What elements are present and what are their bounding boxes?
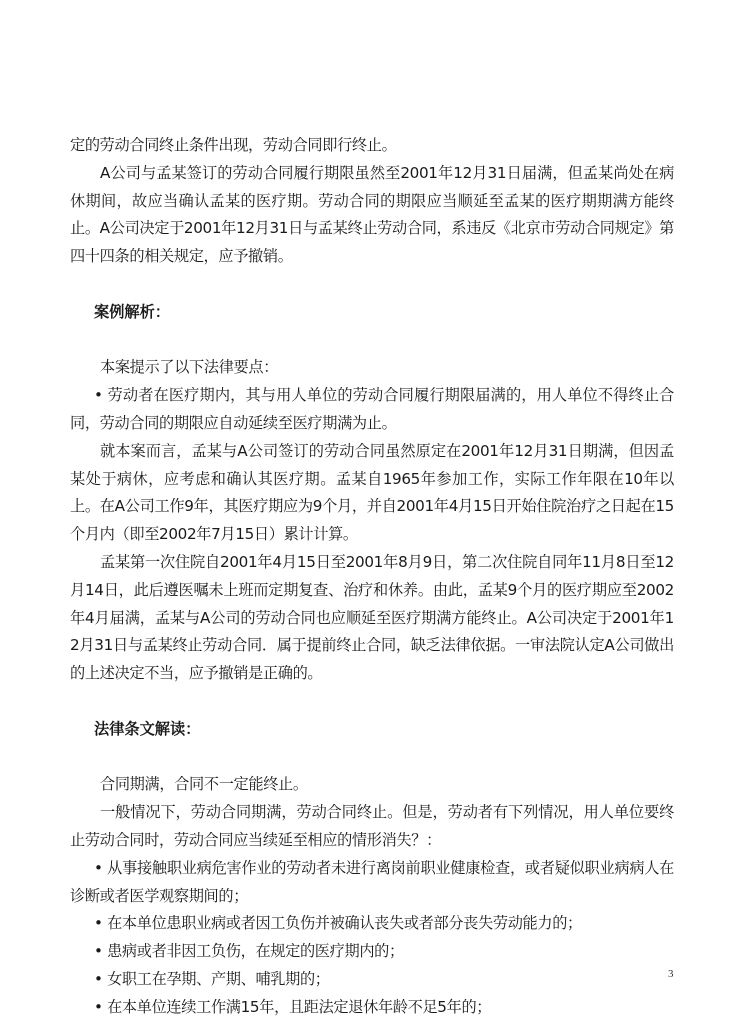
intro-paragraph: 本案提示了以下法律要点： — [100, 358, 279, 377]
law-paragraph-2: 一般情况下，劳动合同期满，劳动合同终止。但是，劳动者有下列情况，用人单位要终止劳动合同时，劳动合同应当续延至相应的情形消失？： — [70, 803, 674, 849]
ruling-paragraph: A公司与孟某签订的劳动合同履行期限虽然至2001年12月31日届满，但孟某尚处在病休期间，故应当确认孟某的医疗期。劳动合同的期限应当顺延至孟某的医疗期期满方能终止。A公司决定于2001年12月31日与孟某终止劳动合同，系违反《北京市劳动合同规定》第四十四条的相关规定，应予撤销。 — [70, 163, 674, 266]
spacer — [70, 271, 674, 299]
analysis-paragraph-2: 孟某第一次住院自2001年4月15日至2001年8月9日，第二次住院自同年11月8日至12月14日，此后遵医嘱未上班而定期复查、治疗和休养。由此，孟某9个月的医疗期应至2002年4月届满，孟某与A公司的劳动合同也应顺延至医疗期满方能终止。A公司决定于2001年12月31日与孟某终止劳动合同．属于提前终止合同，缺乏法律依据。一审法院认定A公司做出的上述决定不当，应予撤销是正确的。 — [70, 552, 674, 683]
spacer — [70, 327, 674, 355]
law-bullet: • 患病或者非因工负伤，在规定的医疗期内的； — [94, 942, 404, 961]
law-bullet: • 女职工在孕期、产期、哺乳期的； — [94, 969, 330, 988]
spacer — [70, 744, 674, 772]
document-page — [70, 132, 674, 1022]
law-paragraph-1: 合同期满，合同不一定能终止。 — [100, 775, 308, 794]
law-bullet: • 在本单位连续工作满15年，且距法定退休年龄不足5年的； — [94, 997, 492, 1016]
spacer — [70, 688, 674, 716]
continuation-text: 定的劳动合同终止条件出现，劳动合同即行终止。 — [70, 136, 397, 154]
section-heading-law-interpretation: 法律条文解读： — [94, 719, 201, 738]
page-number: 3 — [668, 968, 674, 980]
analysis-paragraph-1: 就本案而言，孟某与A公司签订的劳动合同虽然原定在2001年12月31日期满，但因孟某处于病休，应考虑和确认其医疗期。孟某自1965年参加工作，实际工作年限在10年以上。在A公司工作9年，其医疗期应为9个月，并自2001年4月15日开始住院治疗之日起在15个月内（即至2002年7月15日）累计计算。 — [70, 441, 674, 544]
law-bullet: • 从事接触职业病危害作业的劳动者未进行离岗前职业健康检查，或者疑似职业病病人在诊断或者医学观察期间的； — [70, 858, 674, 905]
law-bullet: • 在本单位患职业病或者因工负伤并被确认丧失或者部分丧失劳动能力的； — [94, 914, 582, 933]
key-point-bullet: • 劳动者在医疗期内，其与用人单位的劳动合同履行期限届满的，用人单位不得终止合同，劳动合同的期限应自动延续至医疗期满为止。 — [70, 386, 674, 432]
section-heading-case-analysis: 案例解析： — [94, 302, 170, 321]
